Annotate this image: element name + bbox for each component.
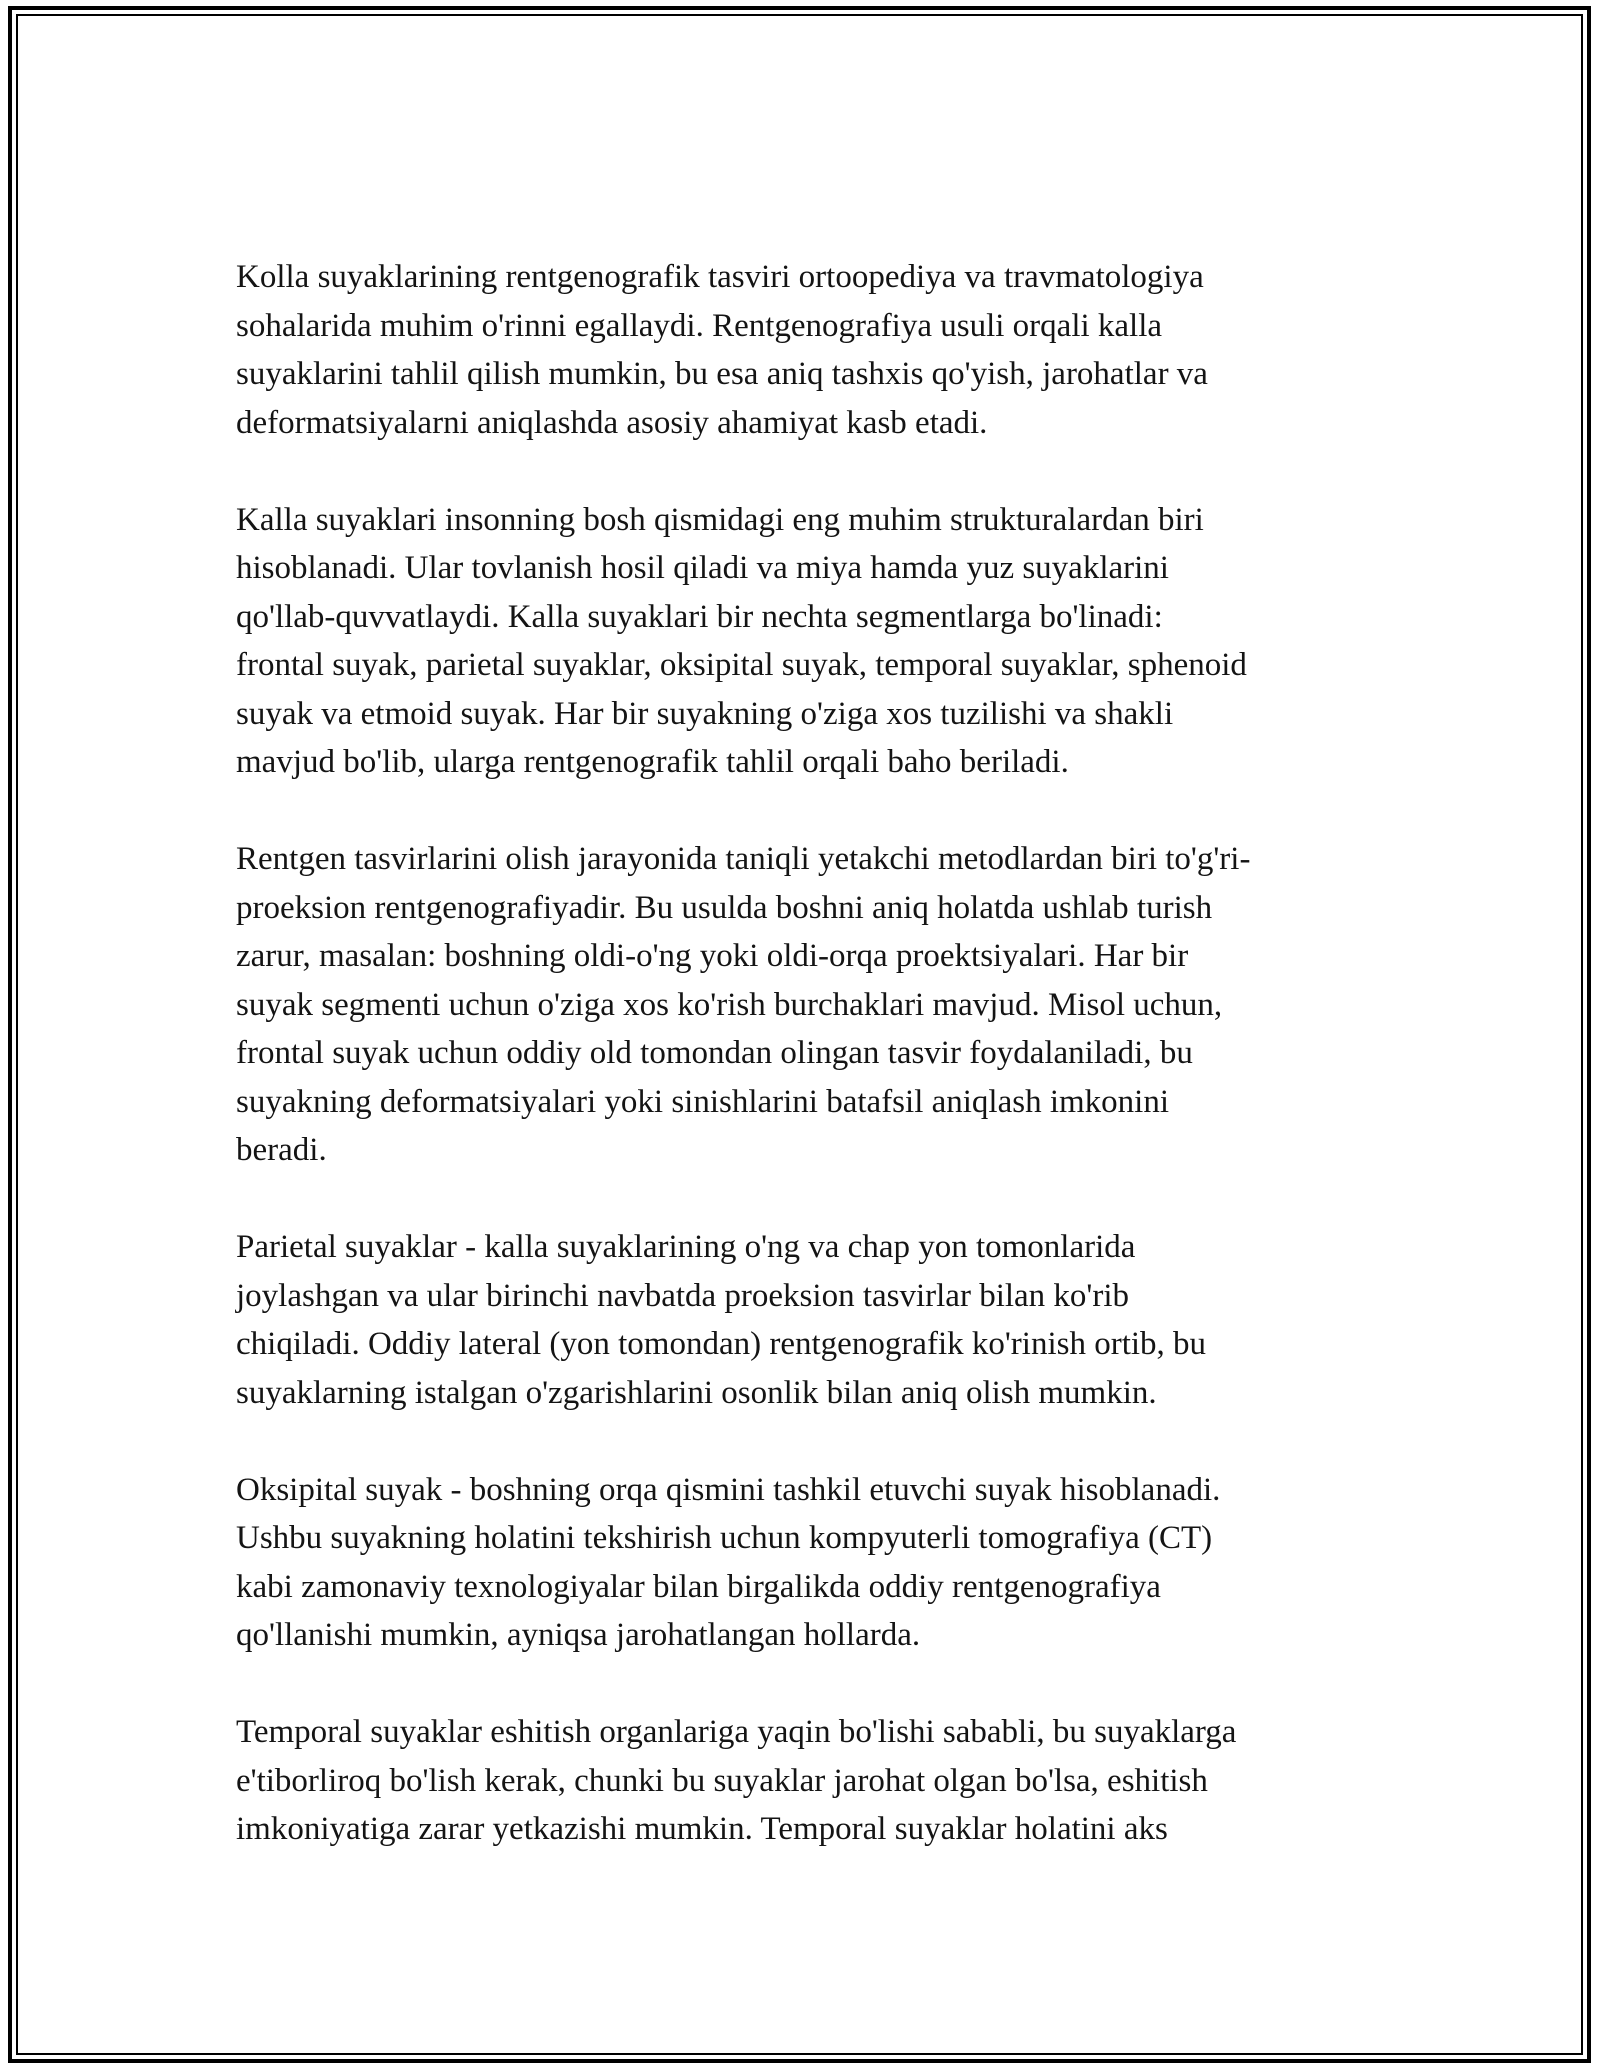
text-line: qo'llanishi mumkin, ayniqsa jarohatlangan hollarda.: [236, 1617, 921, 1653]
paragraph-1: [236, 253, 1360, 447]
text-line: qo'llab-quvvatlaydi. Kalla suyaklari bir nechta segmentlarga bo'linadi:: [236, 598, 1163, 635]
text-line: Kolla suyaklarining rentgenografik tasviri ortoopediya va travmatologiya: [236, 259, 1204, 295]
document-body: [236, 253, 1360, 1902]
text-line: Rentgen tasvirlarini olish jarayonida taniqli yetakchi metodlardan biri to'g'ri-: [236, 841, 1251, 877]
text-line: proeksion rentgenografiyadir. Bu usulda boshni aniq holatda ushlab turish: [236, 889, 1213, 926]
text-line: deformatsiyalarni aniqlashda asosiy ahamiyat kasb etadi.: [236, 404, 988, 441]
text-line: suyaklarini tahlil qilish mumkin, bu esa aniq tashxis qo'yish, jarohatlar va: [236, 356, 1208, 392]
text-line: e'tiborliroq bo'lish kerak, chunki bu suyaklar jarohat olgan bo'lsa, eshitish: [236, 1762, 1208, 1799]
text-line: frontal suyak, parietal suyaklar, oksipital suyak, temporal suyaklar, sphenoid: [236, 647, 1247, 683]
text-line: beradi.: [236, 1132, 327, 1168]
paragraph-2: [236, 496, 1360, 787]
text-line: Kalla suyaklari insonning bosh qismidagi eng muhim strukturalardan biri: [236, 501, 1204, 538]
text-line: suyak segmenti uchun o'ziga xos ko'rish burchaklari mavjud. Misol uchun,: [236, 986, 1223, 1023]
text-line: frontal suyak uchun oddiy old tomondan olingan tasvir foydalaniladi, bu: [236, 1035, 1193, 1071]
paragraph-6: [236, 1708, 1360, 1854]
paragraph-5: [236, 1466, 1360, 1660]
text-line: Ushbu suyakning holatini tekshirish uchun kompyuterli tomografiya (CT): [236, 1520, 1213, 1556]
text-line: suyaklarning istalgan o'zgarishlarini osonlik bilan aniq olish mumkin.: [236, 1374, 1157, 1411]
text-line: chiqiladi. Oddiy lateral (yon tomondan) rentgenografik ko'rinish ortib, bu: [236, 1326, 1207, 1362]
text-line: joylashgan va ular birinchi navbatda proeksion tasvirlar bilan ko'rib: [236, 1277, 1130, 1314]
text-line: zarur, masalan: boshning oldi-o'ng yoki oldi-orqa proektsiyalari. Har bir: [236, 938, 1189, 974]
text-line: sohalarida muhim o'rinni egallaydi. Rentgenografiya usuli orqali kalla: [236, 307, 1163, 344]
text-line: suyakning deformatsiyalari yoki sinishlarini batafsil aniqlash imkonini: [236, 1083, 1170, 1120]
text-line: suyak va etmoid suyak. Har bir suyakning o'ziga xos tuzilishi va shakli: [236, 695, 1174, 732]
text-line: Parietal suyaklar - kalla suyaklarining o'ng va chap yon tomonlarida: [236, 1229, 1136, 1265]
text-line: Oksipital suyak - boshning orqa qismini tashkil etuvchi suyak hisoblanadi.: [236, 1471, 1221, 1508]
paragraph-4: [236, 1223, 1360, 1417]
text-line: kabi zamonaviy texnologiyalar bilan birgalikda oddiy rentgenografiya: [236, 1568, 1161, 1605]
paragraph-3: [236, 835, 1360, 1175]
text-line: Temporal suyaklar eshitish organlariga yaqin bo'lishi sababli, bu suyaklarga: [236, 1714, 1237, 1750]
text-line: imkoniyatiga zarar yetkazishi mumkin. Temporal suyaklar holatini aks: [236, 1811, 1168, 1847]
text-line: mavjud bo'lib, ularga rentgenografik tahlil orqali baho beriladi.: [236, 744, 1069, 780]
text-line: hisoblanadi. Ular tovlanish hosil qiladi va miya hamda yuz suyaklarini: [236, 550, 1169, 586]
